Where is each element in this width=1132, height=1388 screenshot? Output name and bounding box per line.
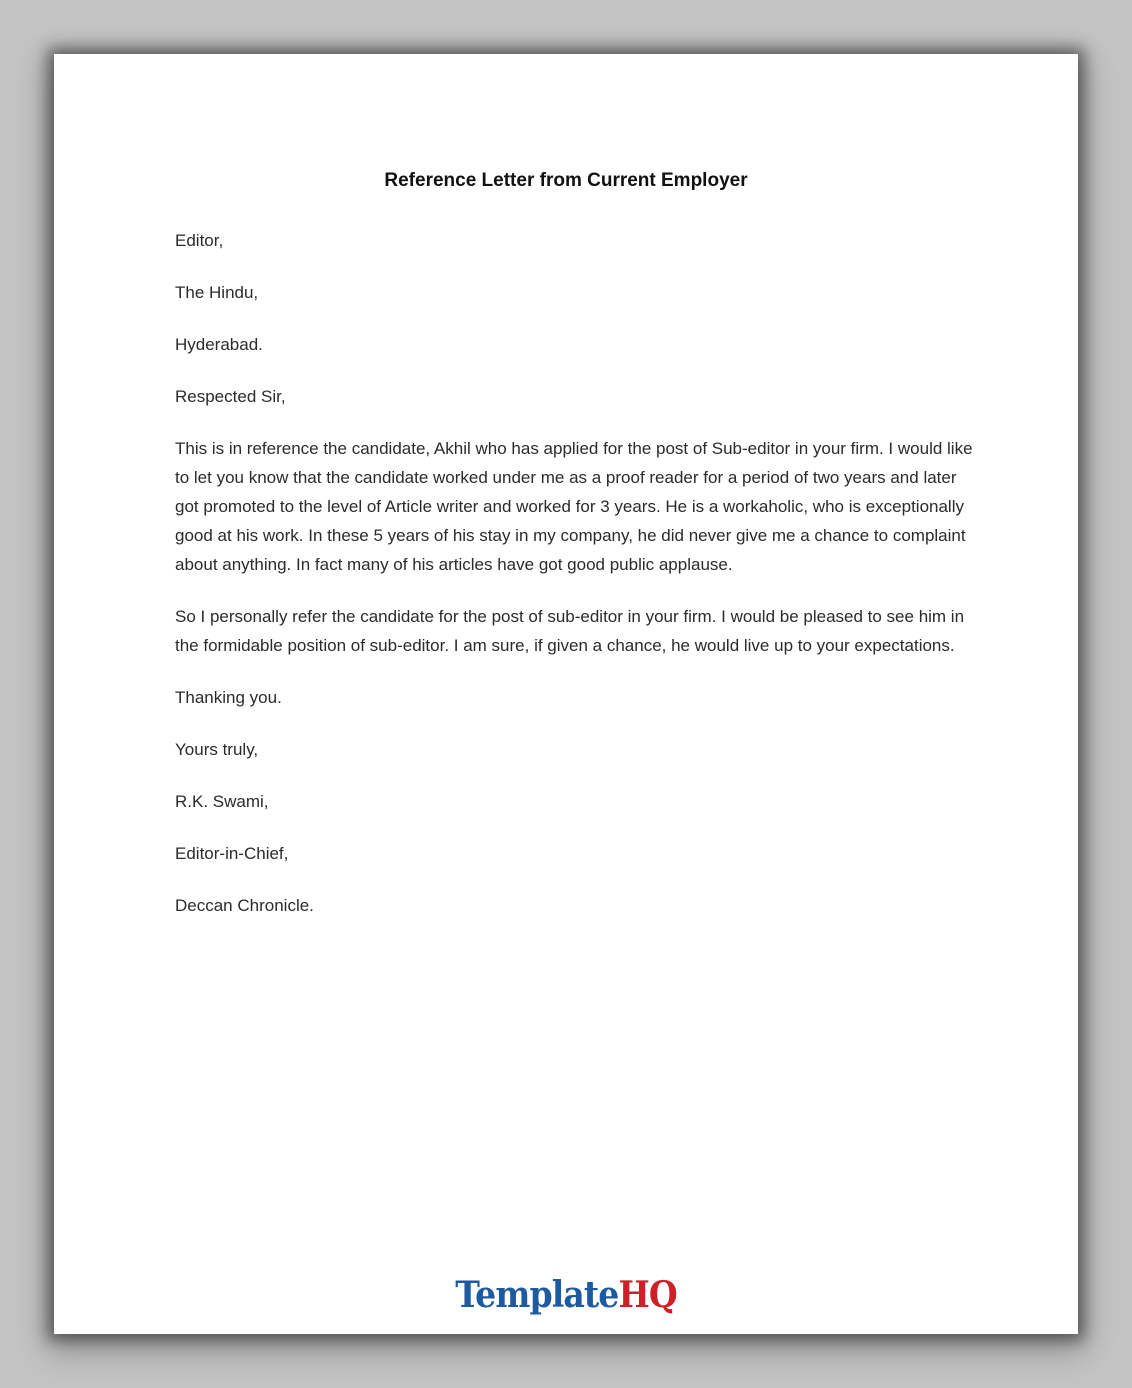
logo-text-template: Template [455, 1274, 619, 1316]
signer-name: R.K. Swami, [175, 792, 269, 811]
letter-page [54, 54, 1078, 1334]
body-paragraph-1: This is in reference the candidate, Akhil who has applied for the post of Sub-editor in your firm. I would like to let you know that the candidate worked under me as a proof reader for a period of two years and later got promoted to the level of Article writer and worked for 3 years. He is a workaholic, who is exceptionally good at his work. In these 5 years of his stay in my company, he did never give me a chance to complaint about anything. In fact many of his articles have got good public applause. [175, 439, 973, 574]
closing-thanks: Thanking you. [175, 688, 282, 707]
recipient-line-2: The Hindu, [175, 283, 259, 302]
salutation: Respected Sir, [175, 387, 286, 406]
closing-signoff: Yours truly, [175, 740, 259, 759]
recipient-line-3: Hyderabad. [175, 335, 263, 354]
templatehq-logo [95, 1274, 1037, 1316]
letter-body [175, 226, 975, 943]
body-paragraph-2: So I personally refer the candidate for the post of sub-editor in your firm. I would be pleased to see him in the formidable position of sub-editor. I am sure, if given a chance, he would live up to your expectations. [175, 607, 965, 655]
logo-text-hq: HQ [618, 1274, 677, 1316]
signer-position: Editor-in-Chief, [175, 844, 289, 863]
recipient-line-1: Editor, [175, 231, 224, 250]
signer-organization: Deccan Chronicle. [175, 896, 314, 915]
letter-title: Reference Letter from Current Employer [384, 170, 748, 191]
